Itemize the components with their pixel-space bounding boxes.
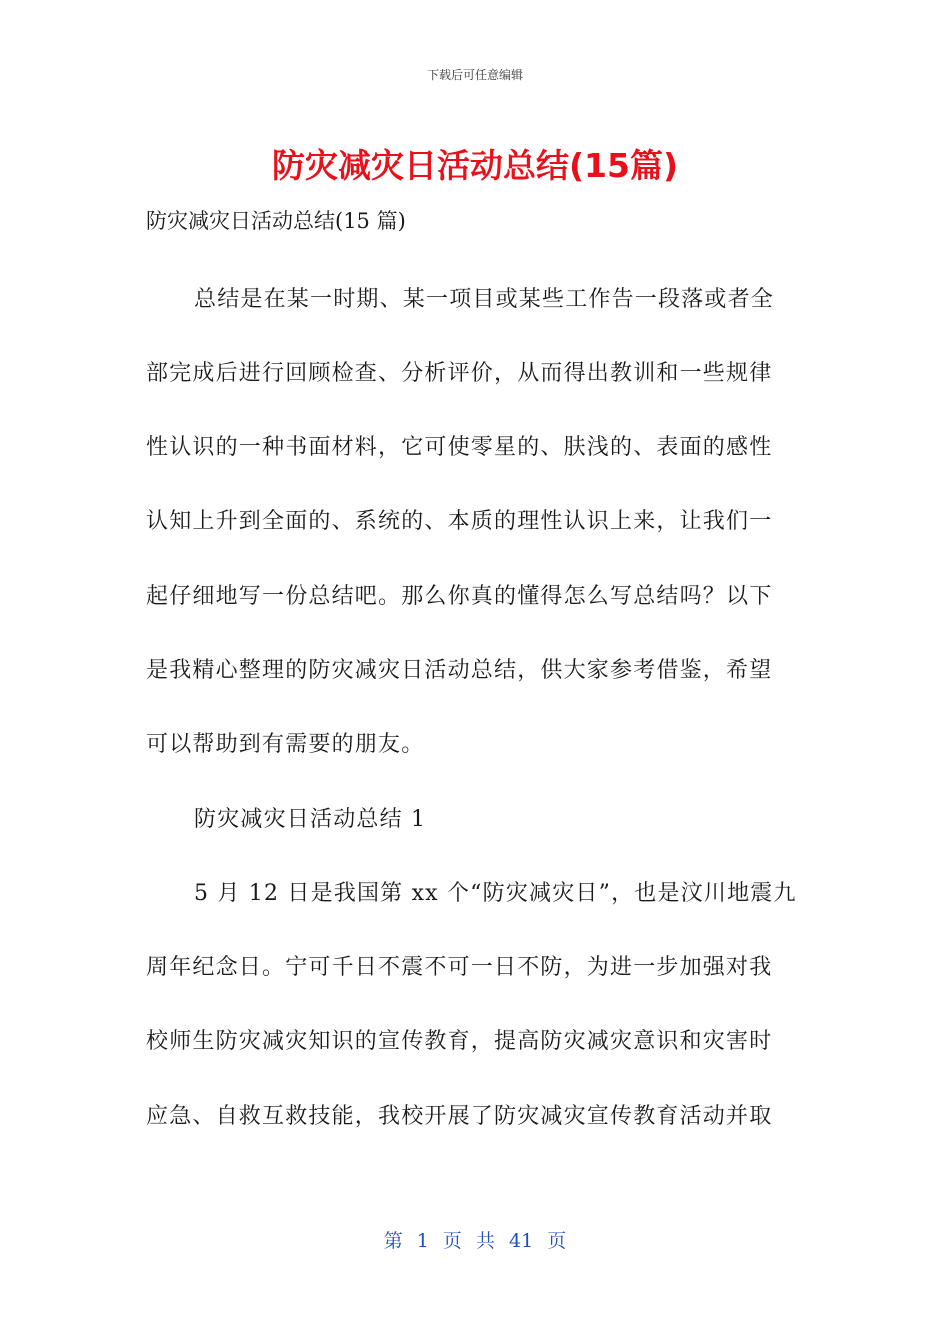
paragraph-line: 可以帮助到有需要的朋友。 bbox=[146, 732, 425, 757]
paragraph-line: 应急、自救互救技能，我校开展了防灾减灾宣传教育活动并取 bbox=[146, 1104, 773, 1129]
paragraph-line: 部完成后进行回顾检查、分析评价，从而得出教训和一些规律 bbox=[146, 361, 773, 386]
paragraph-line: 校师生防灾减灾知识的宣传教育，提高防灾减灾意识和灾害时 bbox=[146, 1029, 773, 1054]
paragraph-line: 是我精心整理的防灾减灾日活动总结，供大家参考借鉴，希望 bbox=[146, 658, 773, 683]
section-heading: 防灾减灾日活动总结 1 bbox=[194, 807, 427, 832]
document-subtitle: 防灾减灾日活动总结(15 篇) bbox=[146, 209, 406, 233]
paragraph-line: 性认识的一种书面材料，它可使零星的、肤浅的、表面的感性 bbox=[146, 435, 773, 460]
paragraph-line: 周年纪念日。宁可千日不震不可一日不防，为进一步加强对我 bbox=[146, 955, 773, 980]
paragraph-line: 总结是在某一时期、某一项目或某些工作告一段落或者全 bbox=[194, 287, 775, 312]
paragraph-line: 5 月 12 日是我国第 xx 个“防灾减灾日”，也是汶川地震九 bbox=[194, 881, 797, 906]
paragraph-line: 起仔细地写一份总结吧。那么你真的懂得怎么写总结吗？以下 bbox=[146, 584, 773, 609]
document-title: 防灾减灾日活动总结(15篇) bbox=[271, 146, 679, 185]
page-number-footer: 第 1 页 共 41 页 bbox=[383, 1230, 567, 1252]
paragraph-line: 认知上升到全面的、系统的、本质的理性认识上来，让我们一 bbox=[146, 509, 773, 534]
header-note: 下载后可任意编辑 bbox=[426, 68, 523, 82]
